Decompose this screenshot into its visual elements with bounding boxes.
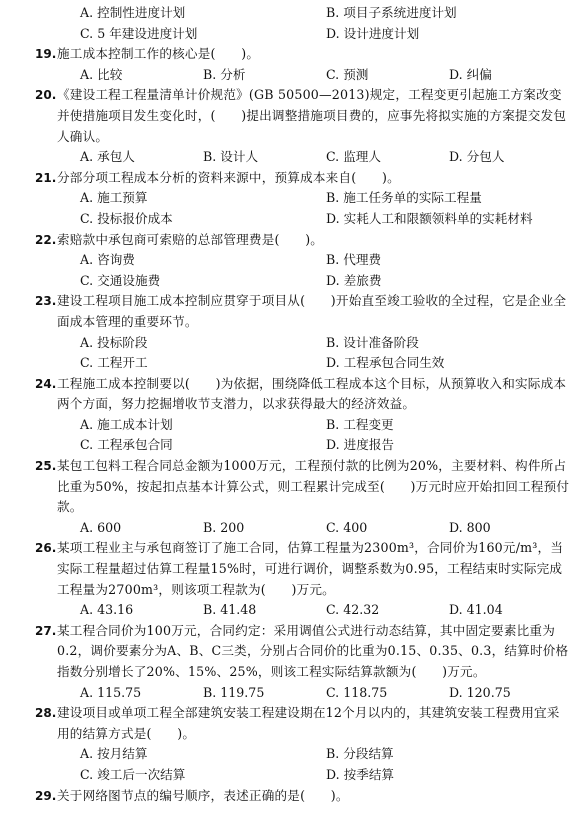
option-item: D. 实耗人工和限额领料单的实耗材料 <box>326 210 533 226</box>
question-stem: 某工程合同价为100万元，合同约定：采用调值公式进行动态结算，其中固定要素比重为0.2，调价要素分为A、B、C三类，分别占合同价的比重为0.15、0.35、0.3，结算时价格指数分别增长了20%、15%、25%，则该工程实际结算款额为( )万元。 <box>57 622 569 679</box>
question-23 <box>35 291 572 373</box>
option-item: A. 施工成本计划 <box>80 416 173 432</box>
question-25 <box>35 456 572 538</box>
option-item: C. 400 <box>326 519 368 535</box>
options-block <box>58 250 572 291</box>
option-item: B. 分析 <box>203 66 246 82</box>
option-item: A. 承包人 <box>80 149 135 165</box>
option-item: D. 纠偏 <box>449 66 492 82</box>
question-27 <box>35 621 572 703</box>
question-28 <box>35 703 572 785</box>
options-block <box>58 333 572 374</box>
option-item: B. 200 <box>203 519 245 535</box>
options-block <box>58 600 572 621</box>
question-stem: 《建设工程工程量清单计价规范》(GB 50500—2013)规定，工程变更引起施工方案改变并使措施项目发生变化时，( )提出调整措施项目费的，应事先将拟实施的方案提交发包人确认。 <box>57 87 567 144</box>
option-item: C. 监理人 <box>326 149 381 165</box>
option-item: B. 设计准备阶段 <box>326 334 419 350</box>
options-block <box>58 188 572 229</box>
option-item: A. 比较 <box>80 66 123 82</box>
option-item: D. 120.75 <box>449 684 511 700</box>
option-item: A. 115.75 <box>80 684 142 700</box>
question-stem: 分部分项工程成本分析的资料来源中，预算成本来自( )。 <box>57 169 400 185</box>
option-item: C. 预测 <box>326 66 369 82</box>
option-item: A. 600 <box>80 519 122 535</box>
option-item: B. 项目子系统进度计划 <box>326 5 457 20</box>
options-block <box>58 147 572 168</box>
question-stem: 建设工程项目施工成本控制应贯穿于项目从( )开始直至竣工验收的全过程，它是企业全面成本管理的重要环节。 <box>57 293 567 329</box>
option-item: C. 交通设施费 <box>80 272 161 288</box>
question-number: 25. <box>35 459 57 474</box>
question-stem: 关于网络图节点的编号顺序，表述正确的是( )。 <box>57 787 349 803</box>
question-19 <box>35 44 572 85</box>
question-number: 27. <box>35 623 57 638</box>
option-item: C. 118.75 <box>326 684 388 700</box>
option-item: A. 43.16 <box>80 602 134 618</box>
question-number: 21. <box>35 170 57 185</box>
option-item: A. 控制性进度计划 <box>80 5 186 20</box>
options-block <box>58 683 572 704</box>
question-number: 29. <box>35 788 57 803</box>
option-item: B. 41.48 <box>203 602 257 618</box>
question-number: 24. <box>35 376 57 391</box>
question-number: 22. <box>35 232 57 247</box>
options-block <box>58 3 572 44</box>
option-item: D. 设计进度计划 <box>326 25 420 41</box>
option-item: A. 施工预算 <box>80 190 148 206</box>
question-20 <box>35 85 572 167</box>
option-item: D. 按季结算 <box>326 766 395 782</box>
option-item: A. 按月结算 <box>80 746 148 762</box>
option-item: C. 竣工后一次结算 <box>80 766 186 782</box>
question-number: 23. <box>35 294 57 309</box>
option-item: D. 41.04 <box>449 602 503 618</box>
question-22 <box>35 230 572 292</box>
question-number: 19. <box>35 47 57 62</box>
option-item: B. 工程变更 <box>326 416 394 432</box>
question-stem: 工程施工成本控制要以( )为依据，围绕降低工程成本这个目标，从预算收入和实际成本两个方面，努力挖掘增收节支潜力，以求获得最大的经济效益。 <box>57 375 567 412</box>
option-item: B. 施工任务单的实际工程量 <box>326 190 482 206</box>
option-item: D. 分包人 <box>449 149 505 165</box>
option-item: B. 119.75 <box>203 684 265 700</box>
question-stem: 某包工包料工程合同总金额为1000万元，工程预付款的比例为20%，主要材料、构件所占比重为50%，按起扣点基本计算公式，则工程累计完成至( )万元时应开始扣回工程预付款。 <box>57 458 570 515</box>
option-item: D. 800 <box>449 519 491 535</box>
option-item: C. 工程承包合同 <box>80 437 173 453</box>
question-number: 28. <box>35 706 57 721</box>
question-stem: 某项工程业主与承包商签订了施工合同，估算工程量为2300m³，合同价为160元/m³，当实际工程量超过估算工程量15%时，可进行调价，调整系数为0.95，工程结束时实际完成工程量为2700m³，则该项工程款为( )万元。 <box>57 540 564 597</box>
question-26 <box>35 538 572 620</box>
options-block <box>58 65 572 86</box>
option-item: C. 42.32 <box>326 602 380 618</box>
question-stem: 施工成本控制工作的核心是( )。 <box>57 46 260 62</box>
option-item: C. 投标报价成本 <box>80 210 173 226</box>
options-block <box>58 518 572 539</box>
option-item: B. 分段结算 <box>326 746 394 762</box>
question-number: 26. <box>35 541 57 556</box>
options-block <box>58 415 572 456</box>
option-item: D. 工程承包合同生效 <box>326 355 445 371</box>
option-item: B. 代理费 <box>326 252 382 268</box>
option-item: D. 差旅费 <box>326 272 382 288</box>
options-block <box>58 744 572 785</box>
option-item: A. 投标阶段 <box>80 334 148 350</box>
question-21 <box>35 168 572 230</box>
question-number: 20. <box>35 88 57 103</box>
question-29 <box>35 786 572 807</box>
question-stem: 索赔款中承包商可索赔的总部管理费是( )。 <box>57 231 324 247</box>
option-item: A. 咨询费 <box>80 252 135 268</box>
question-24 <box>35 374 572 456</box>
option-item: C. 5 年建设进度计划 <box>80 25 198 41</box>
option-item: D. 进度报告 <box>326 437 395 453</box>
question-stem: 建设项目或单项工程全部建筑安装工程建设期在12个月以内的，其建筑安装工程费用宜采用的结算方式是( )。 <box>57 705 560 741</box>
option-item: C. 工程开工 <box>80 355 148 371</box>
option-item: B. 设计人 <box>203 149 259 165</box>
